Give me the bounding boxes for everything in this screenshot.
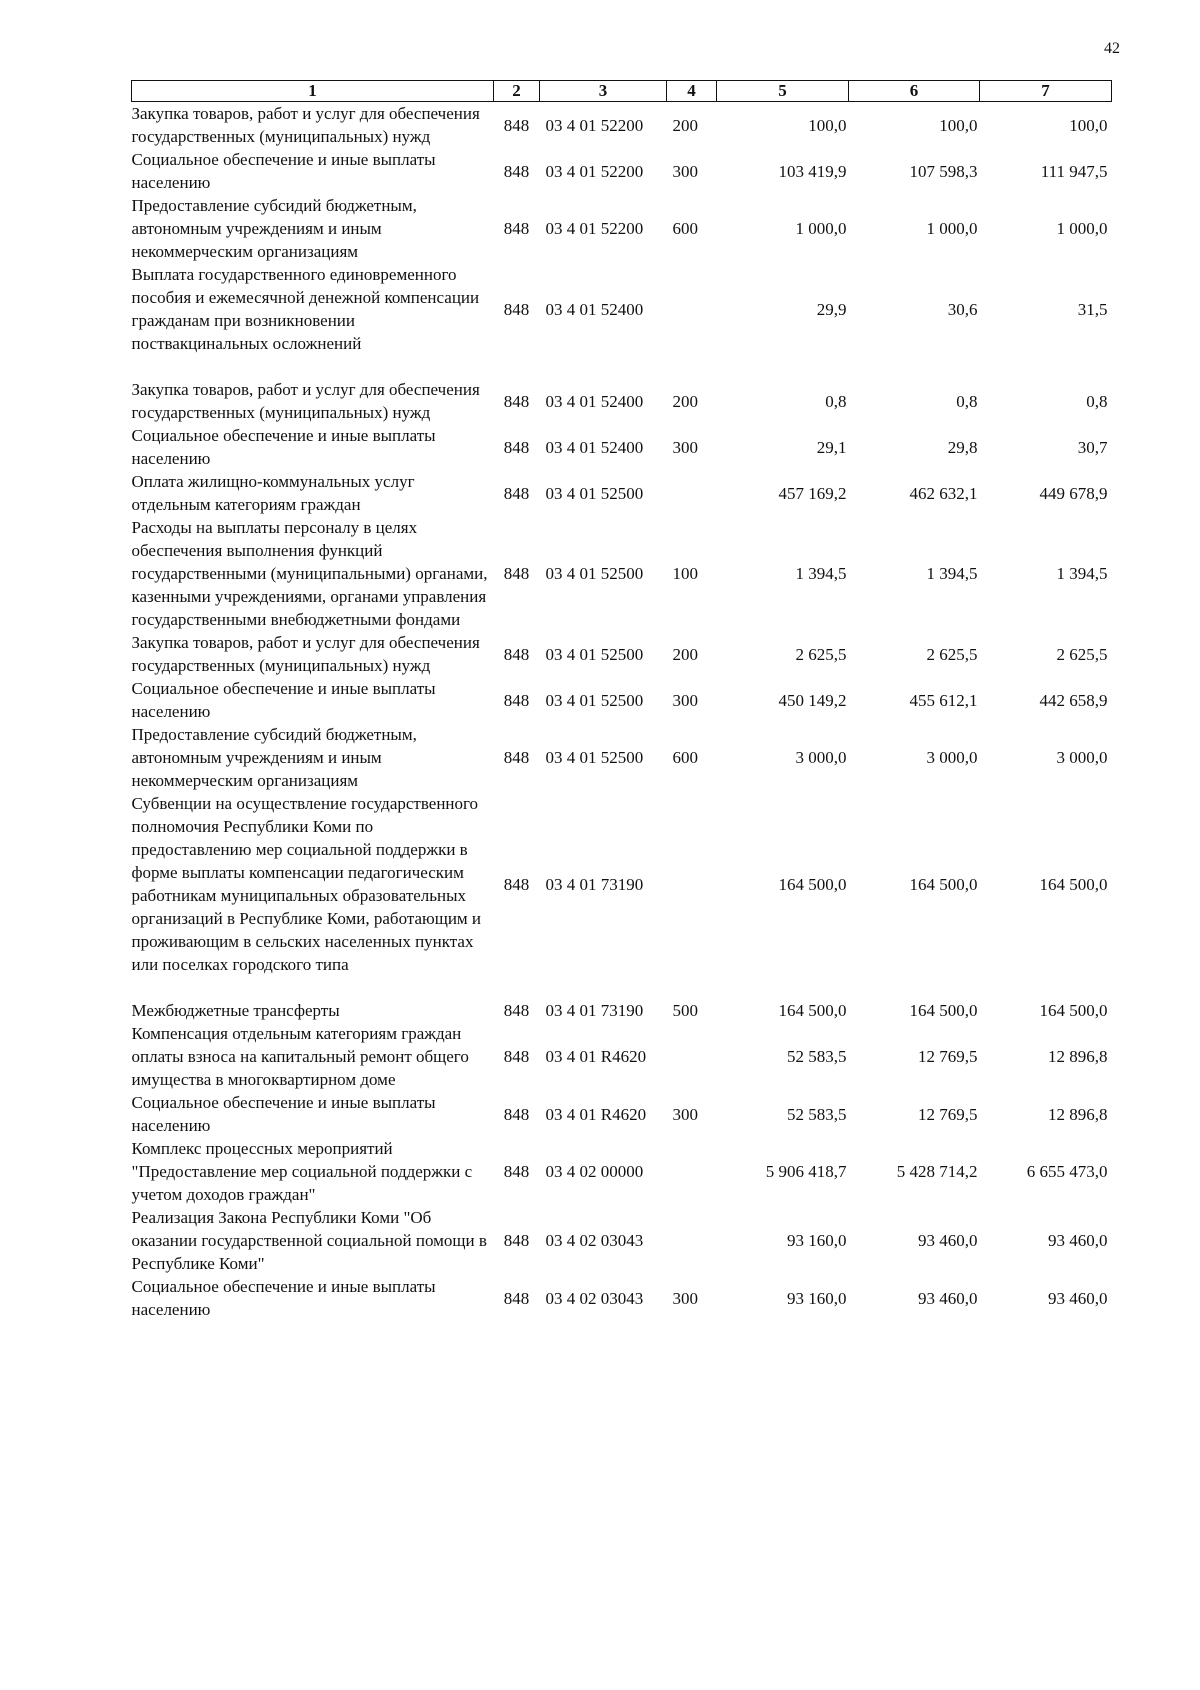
header-col-1: 1 bbox=[132, 81, 494, 102]
row-amount-col-5: 1 000,0 bbox=[795, 219, 847, 238]
header-col-3: 3 bbox=[540, 81, 667, 102]
row-target-article: 03 4 01 52500 bbox=[545, 690, 644, 710]
row-target-article: 03 4 01 R4620 bbox=[545, 1104, 647, 1124]
table-row bbox=[132, 631, 1112, 677]
row-amount-col-5: 164 500,0 bbox=[778, 1001, 847, 1020]
row-name: Закупка товаров, работ и услуг для обеспечения государственных (муниципальных) нужд bbox=[131, 104, 480, 146]
row-grbs-code: 848 bbox=[503, 391, 530, 411]
table-row bbox=[132, 102, 1112, 149]
row-target-article: 03 4 01 73190 bbox=[545, 1001, 644, 1020]
row-grbs-code: 848 bbox=[503, 437, 530, 457]
row-target-article: 03 4 01 52500 bbox=[545, 564, 644, 583]
row-target-article: 03 4 01 52400 bbox=[545, 299, 644, 319]
row-expense-type: 200 bbox=[672, 391, 698, 411]
row-grbs-code: 848 bbox=[503, 161, 530, 181]
row-amount-col-5: 1 394,5 bbox=[795, 564, 847, 583]
row-expense-type bbox=[667, 263, 717, 378]
row-target-article: 03 4 01 73190 bbox=[545, 874, 644, 894]
row-amount-col-5: 164 500,0 bbox=[778, 874, 847, 894]
row-target-article: 03 4 01 52200 bbox=[545, 115, 644, 135]
table-row bbox=[132, 1137, 1112, 1206]
row-name: Социальное обеспечение и иные выплаты населению bbox=[131, 1093, 436, 1135]
row-name: Социальное обеспечение и иные выплаты населению bbox=[131, 150, 436, 192]
row-target-article: 03 4 01 52500 bbox=[545, 483, 644, 503]
row-grbs-code: 848 bbox=[503, 564, 530, 583]
row-name: Социальное обеспечение и иные выплаты населению bbox=[131, 679, 436, 721]
row-grbs-code: 848 bbox=[503, 299, 530, 319]
row-expense-type: 300 bbox=[672, 437, 698, 457]
row-amount-col-6: 30,6 bbox=[947, 299, 978, 319]
row-name: Предоставление субсидий бюджетным, автономным учреждениям и иным некоммерческим организациям bbox=[131, 196, 417, 261]
row-amount-col-5: 2 625,5 bbox=[795, 644, 847, 664]
row-amount-col-5: 450 149,2 bbox=[778, 690, 847, 710]
row-amount-col-7: 164 500,0 bbox=[1039, 874, 1108, 894]
row-target-article: 03 4 01 52200 bbox=[545, 219, 644, 238]
row-target-article: 03 4 01 52400 bbox=[545, 391, 644, 411]
row-amount-col-7: 111 947,5 bbox=[1040, 161, 1108, 181]
row-expense-type: 200 bbox=[672, 115, 698, 135]
header-row bbox=[132, 81, 1112, 102]
row-grbs-code: 848 bbox=[503, 1104, 530, 1124]
row-target-article: 03 4 01 52200 bbox=[545, 161, 644, 181]
header-col-6: 6 bbox=[849, 81, 980, 102]
table-row bbox=[132, 424, 1112, 470]
row-expense-type: 300 bbox=[672, 161, 698, 181]
row-grbs-code: 848 bbox=[503, 1001, 530, 1020]
row-amount-col-6: 12 769,5 bbox=[918, 1047, 978, 1066]
row-amount-col-7: 100,0 bbox=[1069, 115, 1108, 135]
row-amount-col-7: 1 394,5 bbox=[1056, 564, 1108, 583]
row-amount-col-5: 52 583,5 bbox=[787, 1104, 847, 1124]
row-name: Компенсация отдельным категориям граждан оплаты взноса на капитальный ремонт общего имущества в многоквартирном доме bbox=[131, 1024, 469, 1089]
table-row bbox=[132, 470, 1112, 516]
page-number: 42 bbox=[1104, 40, 1120, 57]
row-expense-type: 300 bbox=[672, 690, 698, 710]
row-name: Оплата жилищно-коммунальных услуг отдельным категориям граждан bbox=[131, 472, 415, 514]
row-amount-col-6: 12 769,5 bbox=[918, 1104, 978, 1124]
row-amount-col-6: 5 428 714,2 bbox=[896, 1162, 978, 1181]
row-grbs-code: 848 bbox=[503, 1231, 530, 1250]
row-amount-col-6: 29,8 bbox=[947, 437, 978, 457]
row-name: Расходы на выплаты персоналу в целях обеспечения выполнения функций государственными (муниципальными) органами, казенными учреждениями, органами управления государственными внебюджетными фондами bbox=[131, 518, 488, 629]
row-name: Комплекс процессных мероприятий "Предоставление мер социальной поддержки с учетом доходов граждан" bbox=[131, 1139, 473, 1204]
row-grbs-code: 848 bbox=[503, 874, 530, 894]
row-amount-col-5: 93 160,0 bbox=[787, 1288, 847, 1308]
table-body bbox=[132, 102, 1112, 1322]
row-amount-col-6: 100,0 bbox=[939, 115, 978, 135]
table-row bbox=[132, 1022, 1112, 1091]
row-amount-col-7: 12 896,8 bbox=[1048, 1047, 1108, 1066]
row-target-article: 03 4 01 52500 bbox=[545, 748, 644, 767]
row-name: Предоставление субсидий бюджетным, автономным учреждениям и иным некоммерческим организациям bbox=[131, 725, 417, 790]
row-amount-col-7: 93 460,0 bbox=[1048, 1231, 1108, 1250]
row-name: Закупка товаров, работ и услуг для обеспечения государственных (муниципальных) нужд bbox=[131, 380, 480, 422]
row-expense-type bbox=[667, 792, 717, 999]
row-expense-type: 300 bbox=[672, 1288, 698, 1308]
row-amount-col-6: 3 000,0 bbox=[926, 748, 978, 767]
row-amount-col-6: 93 460,0 bbox=[918, 1288, 978, 1308]
row-grbs-code: 848 bbox=[503, 1162, 530, 1181]
row-amount-col-5: 100,0 bbox=[808, 115, 847, 135]
row-amount-col-5: 52 583,5 bbox=[787, 1047, 847, 1066]
row-amount-col-7: 449 678,9 bbox=[1039, 483, 1108, 503]
row-grbs-code: 848 bbox=[503, 115, 530, 135]
table-row bbox=[132, 677, 1112, 723]
row-amount-col-6: 0,8 bbox=[956, 391, 978, 411]
row-amount-col-6: 462 632,1 bbox=[909, 483, 978, 503]
row-name: Социальное обеспечение и иные выплаты населению bbox=[131, 426, 436, 468]
row-expense-type bbox=[667, 1137, 717, 1206]
row-name: Закупка товаров, работ и услуг для обеспечения государственных (муниципальных) нужд bbox=[131, 633, 480, 675]
row-expense-type: 600 bbox=[672, 219, 698, 238]
row-expense-type: 500 bbox=[672, 1001, 698, 1020]
row-expense-type bbox=[667, 1022, 717, 1091]
header-col-7: 7 bbox=[980, 81, 1112, 102]
row-name: Социальное обеспечение и иные выплаты населению bbox=[131, 1277, 436, 1319]
row-amount-col-7: 93 460,0 bbox=[1048, 1288, 1108, 1308]
table-row bbox=[132, 263, 1112, 378]
row-amount-col-6: 2 625,5 bbox=[926, 644, 978, 664]
row-amount-col-7: 3 000,0 bbox=[1056, 748, 1108, 767]
header-col-5: 5 bbox=[717, 81, 849, 102]
row-expense-type bbox=[667, 470, 717, 516]
row-amount-col-7: 2 625,5 bbox=[1056, 644, 1108, 664]
table-row bbox=[132, 792, 1112, 999]
row-amount-col-7: 12 896,8 bbox=[1048, 1104, 1108, 1124]
row-amount-col-7: 6 655 473,0 bbox=[1026, 1162, 1108, 1181]
row-grbs-code: 848 bbox=[503, 690, 530, 710]
row-amount-col-5: 29,9 bbox=[816, 299, 847, 319]
row-amount-col-6: 93 460,0 bbox=[918, 1231, 978, 1250]
table-row bbox=[132, 378, 1112, 424]
table-row bbox=[132, 1091, 1112, 1137]
row-target-article: 03 4 01 52500 bbox=[545, 644, 644, 664]
row-name: Межбюджетные трансферты bbox=[131, 1001, 340, 1020]
row-amount-col-6: 164 500,0 bbox=[909, 874, 978, 894]
row-expense-type bbox=[667, 1206, 717, 1275]
table-row bbox=[132, 723, 1112, 792]
row-grbs-code: 848 bbox=[503, 483, 530, 503]
row-expense-type: 100 bbox=[672, 564, 698, 583]
table-row bbox=[132, 1275, 1112, 1321]
table-row bbox=[132, 1206, 1112, 1275]
row-amount-col-5: 103 419,9 bbox=[778, 161, 847, 181]
row-amount-col-5: 5 906 418,7 bbox=[765, 1162, 847, 1181]
row-amount-col-6: 1 394,5 bbox=[926, 564, 978, 583]
row-amount-col-7: 30,7 bbox=[1077, 437, 1108, 457]
row-name: Реализация Закона Республики Коми "Об оказании государственной социальной помощи в Республике Коми" bbox=[131, 1208, 487, 1273]
row-target-article: 03 4 02 00000 bbox=[545, 1162, 644, 1181]
row-amount-col-5: 0,8 bbox=[825, 391, 847, 411]
row-grbs-code: 848 bbox=[503, 219, 530, 238]
row-amount-col-6: 107 598,3 bbox=[909, 161, 978, 181]
row-amount-col-5: 29,1 bbox=[816, 437, 847, 457]
row-grbs-code: 848 bbox=[503, 644, 530, 664]
table-row bbox=[132, 148, 1112, 194]
row-name: Субвенции на осуществление государственного полномочия Республики Коми по предоставлению мер социальной поддержки в форме выплаты компенсации педагогическим работникам муниципальных образовательных организаций в Республике Коми, работающим и проживающим в сельских населенных пунктах или поселках городского типа bbox=[131, 794, 482, 974]
row-amount-col-7: 442 658,9 bbox=[1039, 690, 1108, 710]
row-grbs-code: 848 bbox=[503, 1047, 530, 1066]
row-expense-type: 200 bbox=[672, 644, 698, 664]
row-grbs-code: 848 bbox=[503, 748, 530, 767]
header-col-4: 4 bbox=[667, 81, 717, 102]
row-amount-col-5: 3 000,0 bbox=[795, 748, 847, 767]
row-grbs-code: 848 bbox=[503, 1288, 530, 1308]
row-target-article: 03 4 02 03043 bbox=[545, 1231, 644, 1250]
row-amount-col-5: 457 169,2 bbox=[778, 483, 847, 503]
row-expense-type: 600 bbox=[672, 748, 698, 767]
row-amount-col-5: 93 160,0 bbox=[787, 1231, 847, 1250]
table-row bbox=[132, 194, 1112, 263]
row-name: Выплата государственного единовременного пособия и ежемесячной денежной компенсации гражданам при возникновении поствакцинальных осложнений bbox=[131, 265, 480, 353]
row-target-article: 03 4 01 R4620 bbox=[545, 1047, 647, 1066]
table-row bbox=[132, 999, 1112, 1022]
row-amount-col-6: 1 000,0 bbox=[926, 219, 978, 238]
row-amount-col-6: 455 612,1 bbox=[909, 690, 978, 710]
row-amount-col-6: 164 500,0 bbox=[909, 1001, 978, 1020]
budget-table bbox=[131, 80, 1112, 1321]
row-target-article: 03 4 01 52400 bbox=[545, 437, 644, 457]
row-amount-col-7: 0,8 bbox=[1086, 391, 1108, 411]
row-amount-col-7: 164 500,0 bbox=[1039, 1001, 1108, 1020]
row-amount-col-7: 1 000,0 bbox=[1056, 219, 1108, 238]
row-amount-col-7: 31,5 bbox=[1077, 299, 1108, 319]
row-expense-type: 300 bbox=[672, 1104, 698, 1124]
table-row bbox=[132, 516, 1112, 631]
row-target-article: 03 4 02 03043 bbox=[545, 1288, 644, 1308]
header-col-2: 2 bbox=[494, 81, 540, 102]
